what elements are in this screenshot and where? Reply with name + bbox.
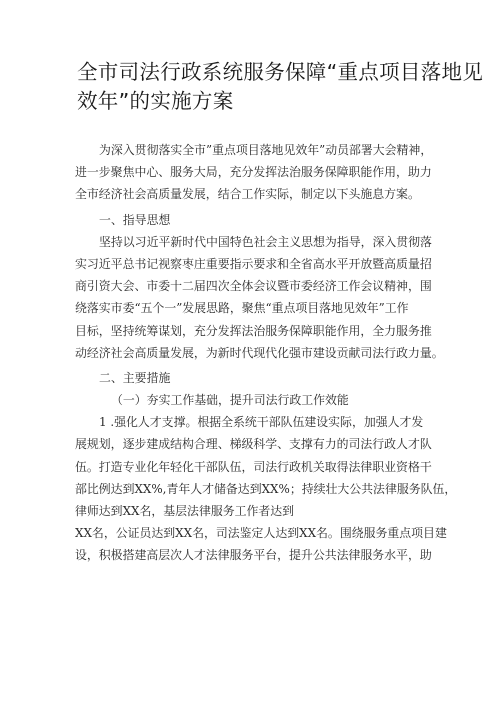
heading-text: （一）夯实工作基础，提升司法行政工作效能 [111,393,349,408]
paragraph-line: 目标，坚持统筹谋划，充分发挥法治服务保障职能作用，全力服务推 [75,323,432,338]
subsection-heading [75,389,435,411]
guiding-ideology-paragraph [75,231,444,364]
paragraph-line: 全市经济社会高质量发展，结合工作实际，制定以下头施息方案。 [75,187,420,202]
paragraph-line: XX名，公证员达到XX名，司法鉴定人达到XX名。围绕服务重点项目建 [75,526,447,541]
intro-paragraph [75,139,435,206]
document-title [77,58,484,116]
paragraph-line: 展规划，逐步建成结构合理、梯级科学、支撑有力的司法行政人才队 [75,437,432,452]
paragraph-line: 实习近平总书记视察枣庄重要指示要求和全省高水平开放暨高质量招 [75,256,432,271]
paragraph-line: 绕落实市委“五个一”发展思路，聚焦“重点项目落地见效年”工作 [75,301,409,316]
paragraph-line: 为深入贯彻落实全市”重点项目落地见效年”动员部署大会精神， [99,143,433,157]
title-line-2: 效年”的实施方案 [77,89,234,113]
paragraph-line: 坚持以习近平新时代中国特色社会主义思想为指导，深入贯彻落 [99,234,432,249]
talent-support-paragraph [75,411,457,566]
section-heading-main-measures [75,367,435,389]
paragraph-line: 伍。打造专业化年轻化干部队伍，司法行政机关取得法律职业资格干 [75,459,432,474]
paragraph-line: 进一步聚焦中心、服务大局，充分发挥法治服务保障职能作用，助力 [75,165,432,180]
paragraph-line: 律师达到XX名，基层法律服务工作者达到 [75,504,295,518]
title-line-1: 全市司法行政系统服务保障“重点项目落地见 [77,60,484,84]
section-heading-guiding-ideology [75,209,435,231]
paragraph-line: 设，积极搭建高层次人才法律服务平台，提升公共法律服务水平，助 [75,548,432,563]
paragraph-line: 1 .强化人才支撑。根据全系统干部队伍建设实际，加强人才发 [99,415,424,430]
heading-text: 二、主要措施 [99,370,171,385]
document-body [75,139,457,567]
paragraph-line: 商引资大会、市委十二届四次全体会议暨市委经济工作会议精神，围 [75,279,432,294]
paragraph-line: 动经济社会高质量发展，为新时代现代化强市建设贡献司法行政力量。 [75,345,444,360]
heading-text: 一、指导思想 [99,212,171,227]
paragraph-line: 部比例达到XX%,青年人才储备达到XX%；持续壮大公共法律服务队伍， [75,481,457,496]
